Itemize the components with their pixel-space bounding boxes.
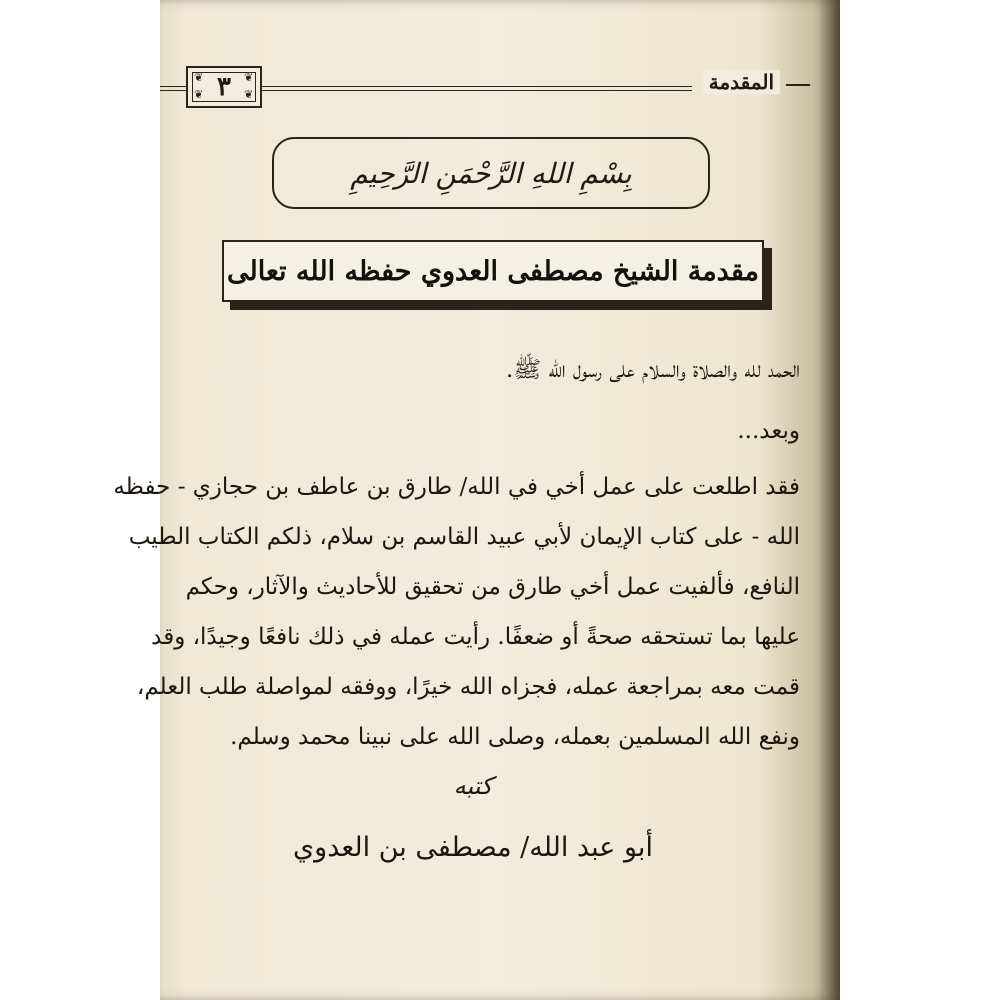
spine-shadow — [818, 0, 840, 1000]
paragraph-line: ونفع الله المسلمين بعمله، وصلى الله على نبينا محمد وسلم. — [230, 724, 800, 750]
signature-label: كتبه — [453, 772, 493, 800]
basmala-frame — [272, 137, 710, 209]
ornament-icon: ❦ — [194, 88, 204, 101]
basmala: بِسْمِ اللهِ الرَّحْمَنِ الرَّحِيمِ — [350, 156, 632, 190]
ornament-icon: ❦ — [244, 71, 254, 84]
paragraph-line: الله - على كتاب الإيمان لأبي عبيد القاسم بن سلام، ذلكم الكتاب الطيب — [128, 524, 800, 550]
header-rule-edge — [160, 86, 186, 91]
paragraph-line: قمت معه بمراجعة عمله، فجزاه الله خيرًا، ووفقه لمواصلة طلب العلم، — [136, 674, 800, 700]
header-dash — [786, 84, 810, 86]
signature-name: أبو عبد الله/ مصطفى بن العدوي — [293, 832, 653, 863]
body-paragraph — [113, 462, 800, 762]
paragraph-line: النافع، فألفيت عمل أخي طارق من تحقيق للأحاديث والآثار، وحكم — [185, 574, 800, 600]
page-number-frame — [186, 66, 262, 108]
running-title: المقدمة — [703, 70, 780, 94]
header-rule-left — [262, 86, 692, 91]
chapter-title: مقدمة الشيخ مصطفى العدوي حفظه الله تعالى — [227, 255, 759, 287]
title-frame — [222, 240, 764, 302]
greeting-line: الحمد لله والصلاة والسلام على رسول الله ﷺ. — [506, 357, 800, 383]
page-number: ٣ — [217, 72, 231, 102]
book-page — [113, 0, 840, 1000]
paragraph-line: عليها بما تستحقه صحةً أو ضعفًا. رأيت عمله في ذلك نافعًا وجيدًا، وقد — [151, 624, 800, 650]
ornament-icon: ❦ — [194, 71, 204, 84]
ornament-icon: ❦ — [244, 88, 254, 101]
wabad-line: وبعد... — [737, 418, 800, 444]
paragraph-line: فقد اطلعت على عمل أخي في الله/ طارق بن عاطف بن حجازي - حفظه — [113, 474, 800, 500]
